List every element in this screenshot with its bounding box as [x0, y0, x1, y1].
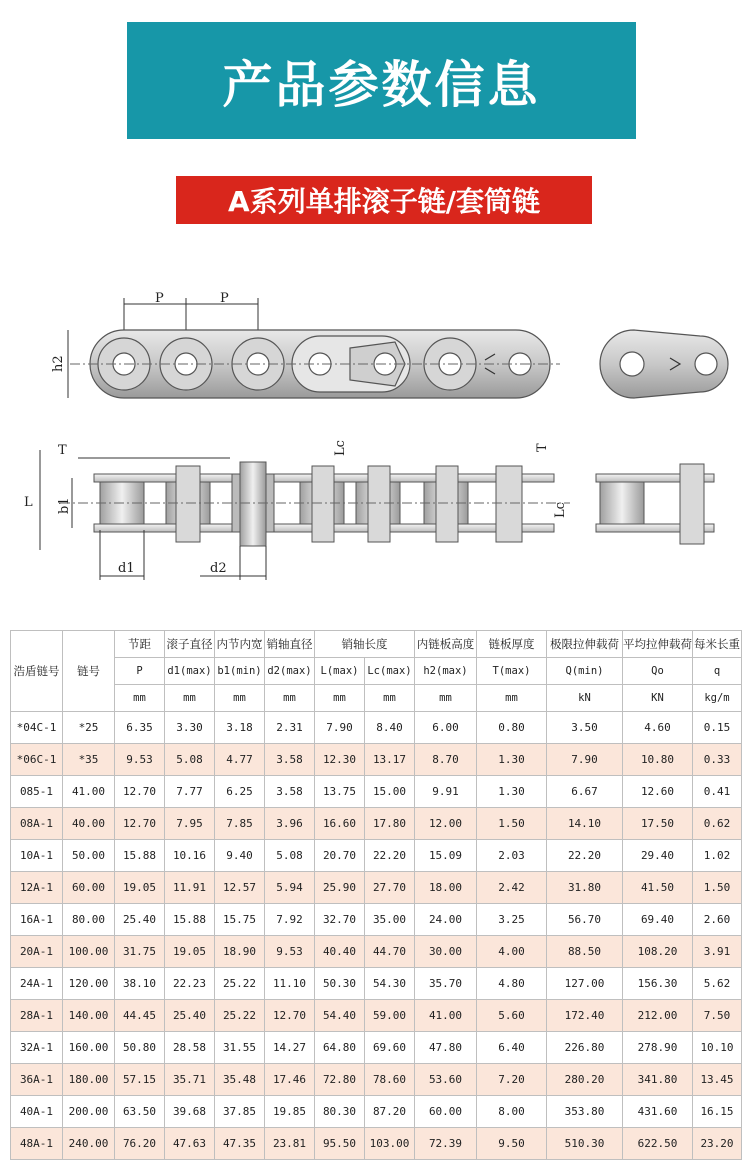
- table-cell: 31.80: [547, 872, 623, 904]
- table-cell: 5.08: [165, 744, 215, 776]
- header-symbol: b1(min): [215, 658, 265, 685]
- header-symbol: T(max): [477, 658, 547, 685]
- table-cell: 47.63: [165, 1128, 215, 1160]
- table-cell: 32A-1: [11, 1032, 63, 1064]
- table-cell: 41.50: [623, 872, 693, 904]
- table-cell: 23.20: [693, 1128, 742, 1160]
- table-cell: 200.00: [63, 1096, 115, 1128]
- table-cell: 4.80: [477, 968, 547, 1000]
- chain-diagram: [0, 280, 750, 610]
- table-cell: 76.20: [115, 1128, 165, 1160]
- table-cell: 8.00: [477, 1096, 547, 1128]
- header-row-groups: [11, 631, 742, 658]
- table-cell: 085-1: [11, 776, 63, 808]
- table-cell: 60.00: [63, 872, 115, 904]
- label-p2: P: [220, 291, 229, 306]
- header-group: 节距: [115, 631, 165, 658]
- header-unit: mm: [315, 685, 365, 712]
- table-cell: 353.80: [547, 1096, 623, 1128]
- table-cell: 14.10: [547, 808, 623, 840]
- table-cell: 39.68: [165, 1096, 215, 1128]
- label-t2: T: [535, 443, 550, 452]
- table-row: [11, 744, 742, 776]
- table-cell: 7.50: [693, 1000, 742, 1032]
- header-symbol: Lc(max): [365, 658, 415, 685]
- table-cell: 78.60: [365, 1064, 415, 1096]
- table-cell: 510.30: [547, 1128, 623, 1160]
- table-cell: 10.16: [165, 840, 215, 872]
- table-cell: 31.75: [115, 936, 165, 968]
- table-cell: 50.30: [315, 968, 365, 1000]
- table-cell: 50.80: [115, 1032, 165, 1064]
- header-group: 内节内宽: [215, 631, 265, 658]
- table-cell: 53.60: [415, 1064, 477, 1096]
- table-cell: 7.85: [215, 808, 265, 840]
- page-title: 产品参数信息: [222, 55, 541, 114]
- header-group: 销轴长度: [315, 631, 415, 658]
- header-group: 销轴直径: [265, 631, 315, 658]
- label-lc2: Lc: [553, 502, 568, 518]
- table-cell: 40A-1: [11, 1096, 63, 1128]
- table-cell: 20A-1: [11, 936, 63, 968]
- table-cell: 25.40: [165, 1000, 215, 1032]
- table-row: [11, 712, 742, 744]
- table-cell: 72.80: [315, 1064, 365, 1096]
- table-cell: 7.20: [477, 1064, 547, 1096]
- header-symbol: L(max): [315, 658, 365, 685]
- table-cell: 127.00: [547, 968, 623, 1000]
- table-cell: 0.80: [477, 712, 547, 744]
- header-unit: mm: [165, 685, 215, 712]
- table-cell: 40.00: [63, 808, 115, 840]
- table-cell: 3.58: [265, 776, 315, 808]
- table-cell: 6.25: [215, 776, 265, 808]
- table-cell: 12A-1: [11, 872, 63, 904]
- table-cell: 7.90: [315, 712, 365, 744]
- table-cell: 13.45: [693, 1064, 742, 1096]
- spec-table: [10, 630, 742, 1160]
- table-cell: 16.60: [315, 808, 365, 840]
- table-cell: 622.50: [623, 1128, 693, 1160]
- table-cell: 5.08: [265, 840, 315, 872]
- table-cell: 16.15: [693, 1096, 742, 1128]
- table-cell: 7.90: [547, 744, 623, 776]
- table-cell: 18.90: [215, 936, 265, 968]
- header-chain-no: 链号: [63, 631, 115, 712]
- table-cell: 140.00: [63, 1000, 115, 1032]
- header-group: 内链板高度: [415, 631, 477, 658]
- chain-side-view: [90, 330, 550, 398]
- table-row: [11, 1000, 742, 1032]
- table-cell: 23.81: [265, 1128, 315, 1160]
- table-cell: 35.48: [215, 1064, 265, 1096]
- table-row: [11, 776, 742, 808]
- table-cell: 226.80: [547, 1032, 623, 1064]
- header-symbol: Q(min): [547, 658, 623, 685]
- table-cell: 24.00: [415, 904, 477, 936]
- table-cell: 9.40: [215, 840, 265, 872]
- header-unit: mm: [265, 685, 315, 712]
- table-cell: 7.95: [165, 808, 215, 840]
- header-group: 每米长重: [693, 631, 742, 658]
- table-cell: 103.00: [365, 1128, 415, 1160]
- table-cell: 1.30: [477, 776, 547, 808]
- label-lc1: Lc: [333, 440, 348, 456]
- table-row: [11, 840, 742, 872]
- table-cell: 69.40: [623, 904, 693, 936]
- table-cell: 44.70: [365, 936, 415, 968]
- chain-end-view: [600, 330, 728, 398]
- table-cell: 6.67: [547, 776, 623, 808]
- table-cell: 0.33: [693, 744, 742, 776]
- header-row-units: [11, 685, 742, 712]
- label-p1: P: [155, 291, 164, 306]
- table-cell: 35.70: [415, 968, 477, 1000]
- table-cell: *06C-1: [11, 744, 63, 776]
- table-cell: 95.50: [315, 1128, 365, 1160]
- table-cell: 0.15: [693, 712, 742, 744]
- table-cell: 3.58: [265, 744, 315, 776]
- table-cell: 0.62: [693, 808, 742, 840]
- header-row-symbols: [11, 658, 742, 685]
- table-cell: 12.70: [265, 1000, 315, 1032]
- table-cell: 17.50: [623, 808, 693, 840]
- table-cell: 35.71: [165, 1064, 215, 1096]
- table-cell: 64.80: [315, 1032, 365, 1064]
- label-b1: b1: [57, 497, 72, 514]
- table-cell: 13.75: [315, 776, 365, 808]
- table-cell: 431.60: [623, 1096, 693, 1128]
- table-cell: 12.70: [115, 776, 165, 808]
- table-cell: 1.02: [693, 840, 742, 872]
- table-cell: 4.60: [623, 712, 693, 744]
- header-symbol: q: [693, 658, 742, 685]
- table-cell: 12.60: [623, 776, 693, 808]
- table-cell: 12.70: [115, 808, 165, 840]
- table-cell: 15.09: [415, 840, 477, 872]
- table-cell: 120.00: [63, 968, 115, 1000]
- table-cell: 341.80: [623, 1064, 693, 1096]
- table-cell: 38.10: [115, 968, 165, 1000]
- table-cell: 59.00: [365, 1000, 415, 1032]
- label-t1: T: [58, 443, 67, 458]
- header-group: 链板厚度: [477, 631, 547, 658]
- header-unit: mm: [115, 685, 165, 712]
- table-cell: 156.30: [623, 968, 693, 1000]
- table-cell: 88.50: [547, 936, 623, 968]
- table-cell: 28A-1: [11, 1000, 63, 1032]
- table-cell: 9.53: [265, 936, 315, 968]
- label-l: L: [24, 495, 33, 510]
- table-cell: 19.05: [115, 872, 165, 904]
- table-cell: 10A-1: [11, 840, 63, 872]
- table-cell: 08A-1: [11, 808, 63, 840]
- table-cell: 22.20: [365, 840, 415, 872]
- table-cell: 9.53: [115, 744, 165, 776]
- table-cell: 22.20: [547, 840, 623, 872]
- table-cell: 4.77: [215, 744, 265, 776]
- table-row: [11, 1064, 742, 1096]
- table-cell: 9.50: [477, 1128, 547, 1160]
- table-cell: 3.96: [265, 808, 315, 840]
- label-d2: d2: [210, 561, 227, 576]
- table-cell: 44.45: [115, 1000, 165, 1032]
- table-cell: 20.70: [315, 840, 365, 872]
- table-cell: 72.39: [415, 1128, 477, 1160]
- table-cell: 172.40: [547, 1000, 623, 1032]
- table-cell: 10.10: [693, 1032, 742, 1064]
- table-cell: 32.70: [315, 904, 365, 936]
- header-unit: kg/m: [693, 685, 742, 712]
- table-cell: 6.40: [477, 1032, 547, 1064]
- table-cell: 16A-1: [11, 904, 63, 936]
- header-unit: KN: [623, 685, 693, 712]
- header-symbol: Qo: [623, 658, 693, 685]
- table-cell: 3.50: [547, 712, 623, 744]
- table-cell: 31.55: [215, 1032, 265, 1064]
- table-cell: 2.31: [265, 712, 315, 744]
- table-cell: 9.91: [415, 776, 477, 808]
- table-cell: 12.00: [415, 808, 477, 840]
- table-cell: 13.17: [365, 744, 415, 776]
- table-cell: 57.15: [115, 1064, 165, 1096]
- table-cell: 22.23: [165, 968, 215, 1000]
- table-row: [11, 808, 742, 840]
- page-title-banner: [127, 22, 636, 139]
- table-cell: 19.05: [165, 936, 215, 968]
- table-cell: 18.00: [415, 872, 477, 904]
- table-cell: 19.85: [265, 1096, 315, 1128]
- header-symbol: d2(max): [265, 658, 315, 685]
- table-cell: 8.40: [365, 712, 415, 744]
- table-cell: 1.30: [477, 744, 547, 776]
- table-cell: 1.50: [477, 808, 547, 840]
- table-cell: 63.50: [115, 1096, 165, 1128]
- table-cell: 30.00: [415, 936, 477, 968]
- table-cell: 48A-1: [11, 1128, 63, 1160]
- header-group: 极限拉伸载荷: [547, 631, 623, 658]
- table-cell: 7.92: [265, 904, 315, 936]
- chain-top-view: [94, 462, 714, 546]
- table-cell: 36A-1: [11, 1064, 63, 1096]
- table-row: [11, 1128, 742, 1160]
- subtitle: A系列单排滚子链/套筒链: [228, 185, 540, 218]
- table-cell: 14.27: [265, 1032, 315, 1064]
- header-group: 平均拉伸载荷: [623, 631, 693, 658]
- header-unit: mm: [477, 685, 547, 712]
- table-cell: 35.00: [365, 904, 415, 936]
- table-cell: 24A-1: [11, 968, 63, 1000]
- table-cell: 25.40: [115, 904, 165, 936]
- table-cell: 2.42: [477, 872, 547, 904]
- table-cell: 87.20: [365, 1096, 415, 1128]
- table-cell: 212.00: [623, 1000, 693, 1032]
- table-cell: 7.77: [165, 776, 215, 808]
- table-cell: *25: [63, 712, 115, 744]
- table-cell: 17.46: [265, 1064, 315, 1096]
- table-cell: 8.70: [415, 744, 477, 776]
- table-row: [11, 872, 742, 904]
- header-symbol: h2(max): [415, 658, 477, 685]
- table-cell: 60.00: [415, 1096, 477, 1128]
- table-cell: 5.94: [265, 872, 315, 904]
- table-cell: 11.10: [265, 968, 315, 1000]
- table-cell: 80.00: [63, 904, 115, 936]
- table-cell: 5.62: [693, 968, 742, 1000]
- table-cell: 2.03: [477, 840, 547, 872]
- table-cell: 3.18: [215, 712, 265, 744]
- table-cell: 54.30: [365, 968, 415, 1000]
- table-cell: 56.70: [547, 904, 623, 936]
- table-cell: 180.00: [63, 1064, 115, 1096]
- table-cell: 12.30: [315, 744, 365, 776]
- table-cell: 54.40: [315, 1000, 365, 1032]
- table-cell: 27.70: [365, 872, 415, 904]
- table-cell: 3.91: [693, 936, 742, 968]
- table-cell: 240.00: [63, 1128, 115, 1160]
- table-cell: *04C-1: [11, 712, 63, 744]
- table-cell: 17.80: [365, 808, 415, 840]
- table-row: [11, 936, 742, 968]
- table-cell: 5.60: [477, 1000, 547, 1032]
- table-row: [11, 1032, 742, 1064]
- table-cell: 108.20: [623, 936, 693, 968]
- table-cell: 3.30: [165, 712, 215, 744]
- table-cell: 6.35: [115, 712, 165, 744]
- table-cell: 47.80: [415, 1032, 477, 1064]
- table-cell: 10.80: [623, 744, 693, 776]
- table-cell: 15.75: [215, 904, 265, 936]
- table-cell: 28.58: [165, 1032, 215, 1064]
- table-cell: 41.00: [63, 776, 115, 808]
- table-cell: 25.90: [315, 872, 365, 904]
- table-cell: 160.00: [63, 1032, 115, 1064]
- table-cell: 41.00: [415, 1000, 477, 1032]
- table-cell: 15.00: [365, 776, 415, 808]
- table-cell: 47.35: [215, 1128, 265, 1160]
- table-cell: 1.50: [693, 872, 742, 904]
- table-cell: 15.88: [165, 904, 215, 936]
- table-cell: 4.00: [477, 936, 547, 968]
- header-symbol: P: [115, 658, 165, 685]
- table-cell: 280.20: [547, 1064, 623, 1096]
- subtitle-banner: [176, 176, 592, 224]
- table-cell: 0.41: [693, 776, 742, 808]
- table-cell: 15.88: [115, 840, 165, 872]
- table-cell: 12.57: [215, 872, 265, 904]
- table-cell: 25.22: [215, 1000, 265, 1032]
- header-unit: mm: [215, 685, 265, 712]
- label-h2: h2: [51, 355, 66, 372]
- table-cell: 11.91: [165, 872, 215, 904]
- table-cell: 80.30: [315, 1096, 365, 1128]
- table-cell: 6.00: [415, 712, 477, 744]
- header-unit: mm: [415, 685, 477, 712]
- table-row: [11, 1096, 742, 1128]
- table-cell: 3.25: [477, 904, 547, 936]
- label-d1: d1: [118, 561, 135, 576]
- table-cell: 100.00: [63, 936, 115, 968]
- spec-table-wrapper: [10, 630, 741, 1160]
- header-brand-chain-no: 浩盾链号: [11, 631, 63, 712]
- table-cell: 2.60: [693, 904, 742, 936]
- table-cell: 25.22: [215, 968, 265, 1000]
- table-cell: 40.40: [315, 936, 365, 968]
- table-row: [11, 968, 742, 1000]
- table-cell: 278.90: [623, 1032, 693, 1064]
- header-group: 滚子直径: [165, 631, 215, 658]
- table-cell: 50.00: [63, 840, 115, 872]
- table-cell: *35: [63, 744, 115, 776]
- table-cell: 69.60: [365, 1032, 415, 1064]
- table-row: [11, 904, 742, 936]
- header-symbol: d1(max): [165, 658, 215, 685]
- header-unit: kN: [547, 685, 623, 712]
- table-cell: 37.85: [215, 1096, 265, 1128]
- table-cell: 29.40: [623, 840, 693, 872]
- header-unit: mm: [365, 685, 415, 712]
